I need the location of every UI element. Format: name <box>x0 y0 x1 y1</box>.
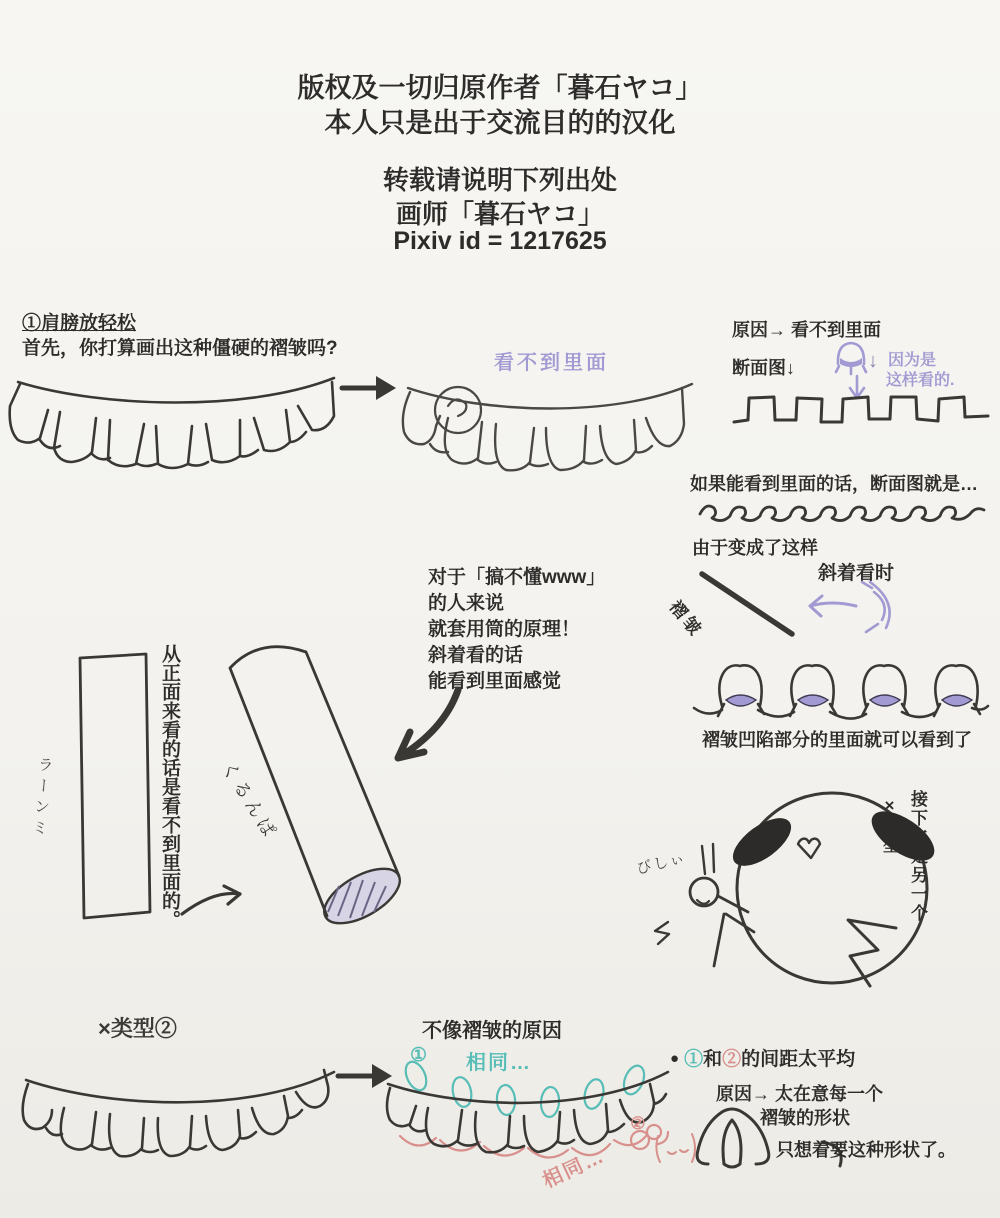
artist-credit: 画师「暮石ヤコ」 <box>395 199 604 229</box>
red-circled-2: ② <box>628 1112 648 1135</box>
cross-section-label: 断面图↓ <box>732 358 795 378</box>
tube-text-line-3: 就套用筒的原理！ <box>428 619 581 640</box>
next-type-line-1: 接下来是另一个 <box>908 790 927 923</box>
bullet-dot: ● <box>670 1050 680 1067</box>
and-text: 和 <box>703 1049 723 1070</box>
front-view-caption: 从正面来看的话是看不到里面的。 <box>159 644 180 929</box>
tube-text-line-2: 的人来说 <box>428 593 505 614</box>
same-top-label: 相同… <box>466 1052 532 1074</box>
stiff-frill-drawing <box>8 356 343 468</box>
teal-circled-1: ① <box>410 1045 428 1066</box>
tube-text-line-4: 斜着看的话 <box>428 645 524 666</box>
sfx-roll-text: くるんぱ <box>217 758 282 844</box>
sfx-hit-text: びしぃ <box>634 849 689 878</box>
if-visible-text: 如果能看到里面的话，断面图就是… <box>690 474 978 494</box>
copyright-line-2: 本人只是出于交流目的的汉化 <box>324 108 676 138</box>
step1-reason: 原因→ 看不到里面 <box>732 320 882 340</box>
reason-line-1: 原因→ 太在意每一个 <box>716 1084 884 1104</box>
same-bottom-label: 相同… <box>539 1144 609 1193</box>
type2-title: 不像褶皱的原因 <box>422 1020 562 1042</box>
shape-note: 只想着要这种形状了。 <box>776 1140 956 1160</box>
angled-frill-drawing <box>692 658 990 734</box>
square-wave-drawing <box>732 386 992 436</box>
purple-eye-front-icon <box>832 338 870 376</box>
fold-label: 褶皱 <box>665 597 708 642</box>
became-text: 由于变成了这样 <box>692 538 818 558</box>
hidden-inside-label: 看不到里面 <box>494 352 609 374</box>
num2-inline: ② <box>722 1049 742 1070</box>
because-line-1: 因为是 <box>888 352 937 369</box>
num1-inline: ① <box>684 1049 704 1070</box>
step1-title: ①肩膀放轻松 <box>22 313 137 334</box>
front-rect-drawing <box>70 648 158 926</box>
pixiv-id: Pixiv id = 1217625 <box>393 227 607 255</box>
purple-left-arrow-icon <box>796 592 862 622</box>
marked-frill-drawing <box>382 1040 676 1170</box>
reason-line-2: 褶皱的形状 <box>760 1108 850 1128</box>
tube-text-line-1: 对于「搞不懂www」 <box>428 567 606 588</box>
copyright-line-1: 版权及一切归原作者「暮石ヤコ」 <box>297 73 703 103</box>
zigzag-wave-drawing <box>698 498 986 528</box>
arrow-right-icon <box>340 372 398 404</box>
next-type-line-2: ×类型 <box>880 796 899 855</box>
sfx-side-text: ラーンミ <box>28 755 53 841</box>
soft-frill-drawing <box>400 360 700 474</box>
small-down-arrow: ↓ <box>868 350 878 372</box>
type2-frill-drawing <box>20 1048 340 1170</box>
purple-eye-side-icon <box>858 578 902 638</box>
type2-label: ×类型② <box>98 1016 177 1041</box>
small-curved-arrow <box>176 880 260 924</box>
fold-line-drawing <box>694 566 802 644</box>
because-line-2: 这样看的. <box>886 372 955 389</box>
spacing-note <box>670 1044 855 1071</box>
oblique-view-label: 斜着看时 <box>818 563 895 584</box>
repost-note: 转载请说明下列出处 <box>382 165 617 195</box>
conclusion-text: 褶皱凹陷部分的里面就可以看到了 <box>702 730 972 750</box>
tube-text-line-5: 能看到里面感觉 <box>428 671 562 692</box>
step1-question: 首先，你打算画出这种僵硬的褶皱吗? <box>22 338 338 359</box>
single-fold-drawing <box>692 1102 774 1172</box>
spacing-text: 的间距太平均 <box>741 1049 856 1070</box>
